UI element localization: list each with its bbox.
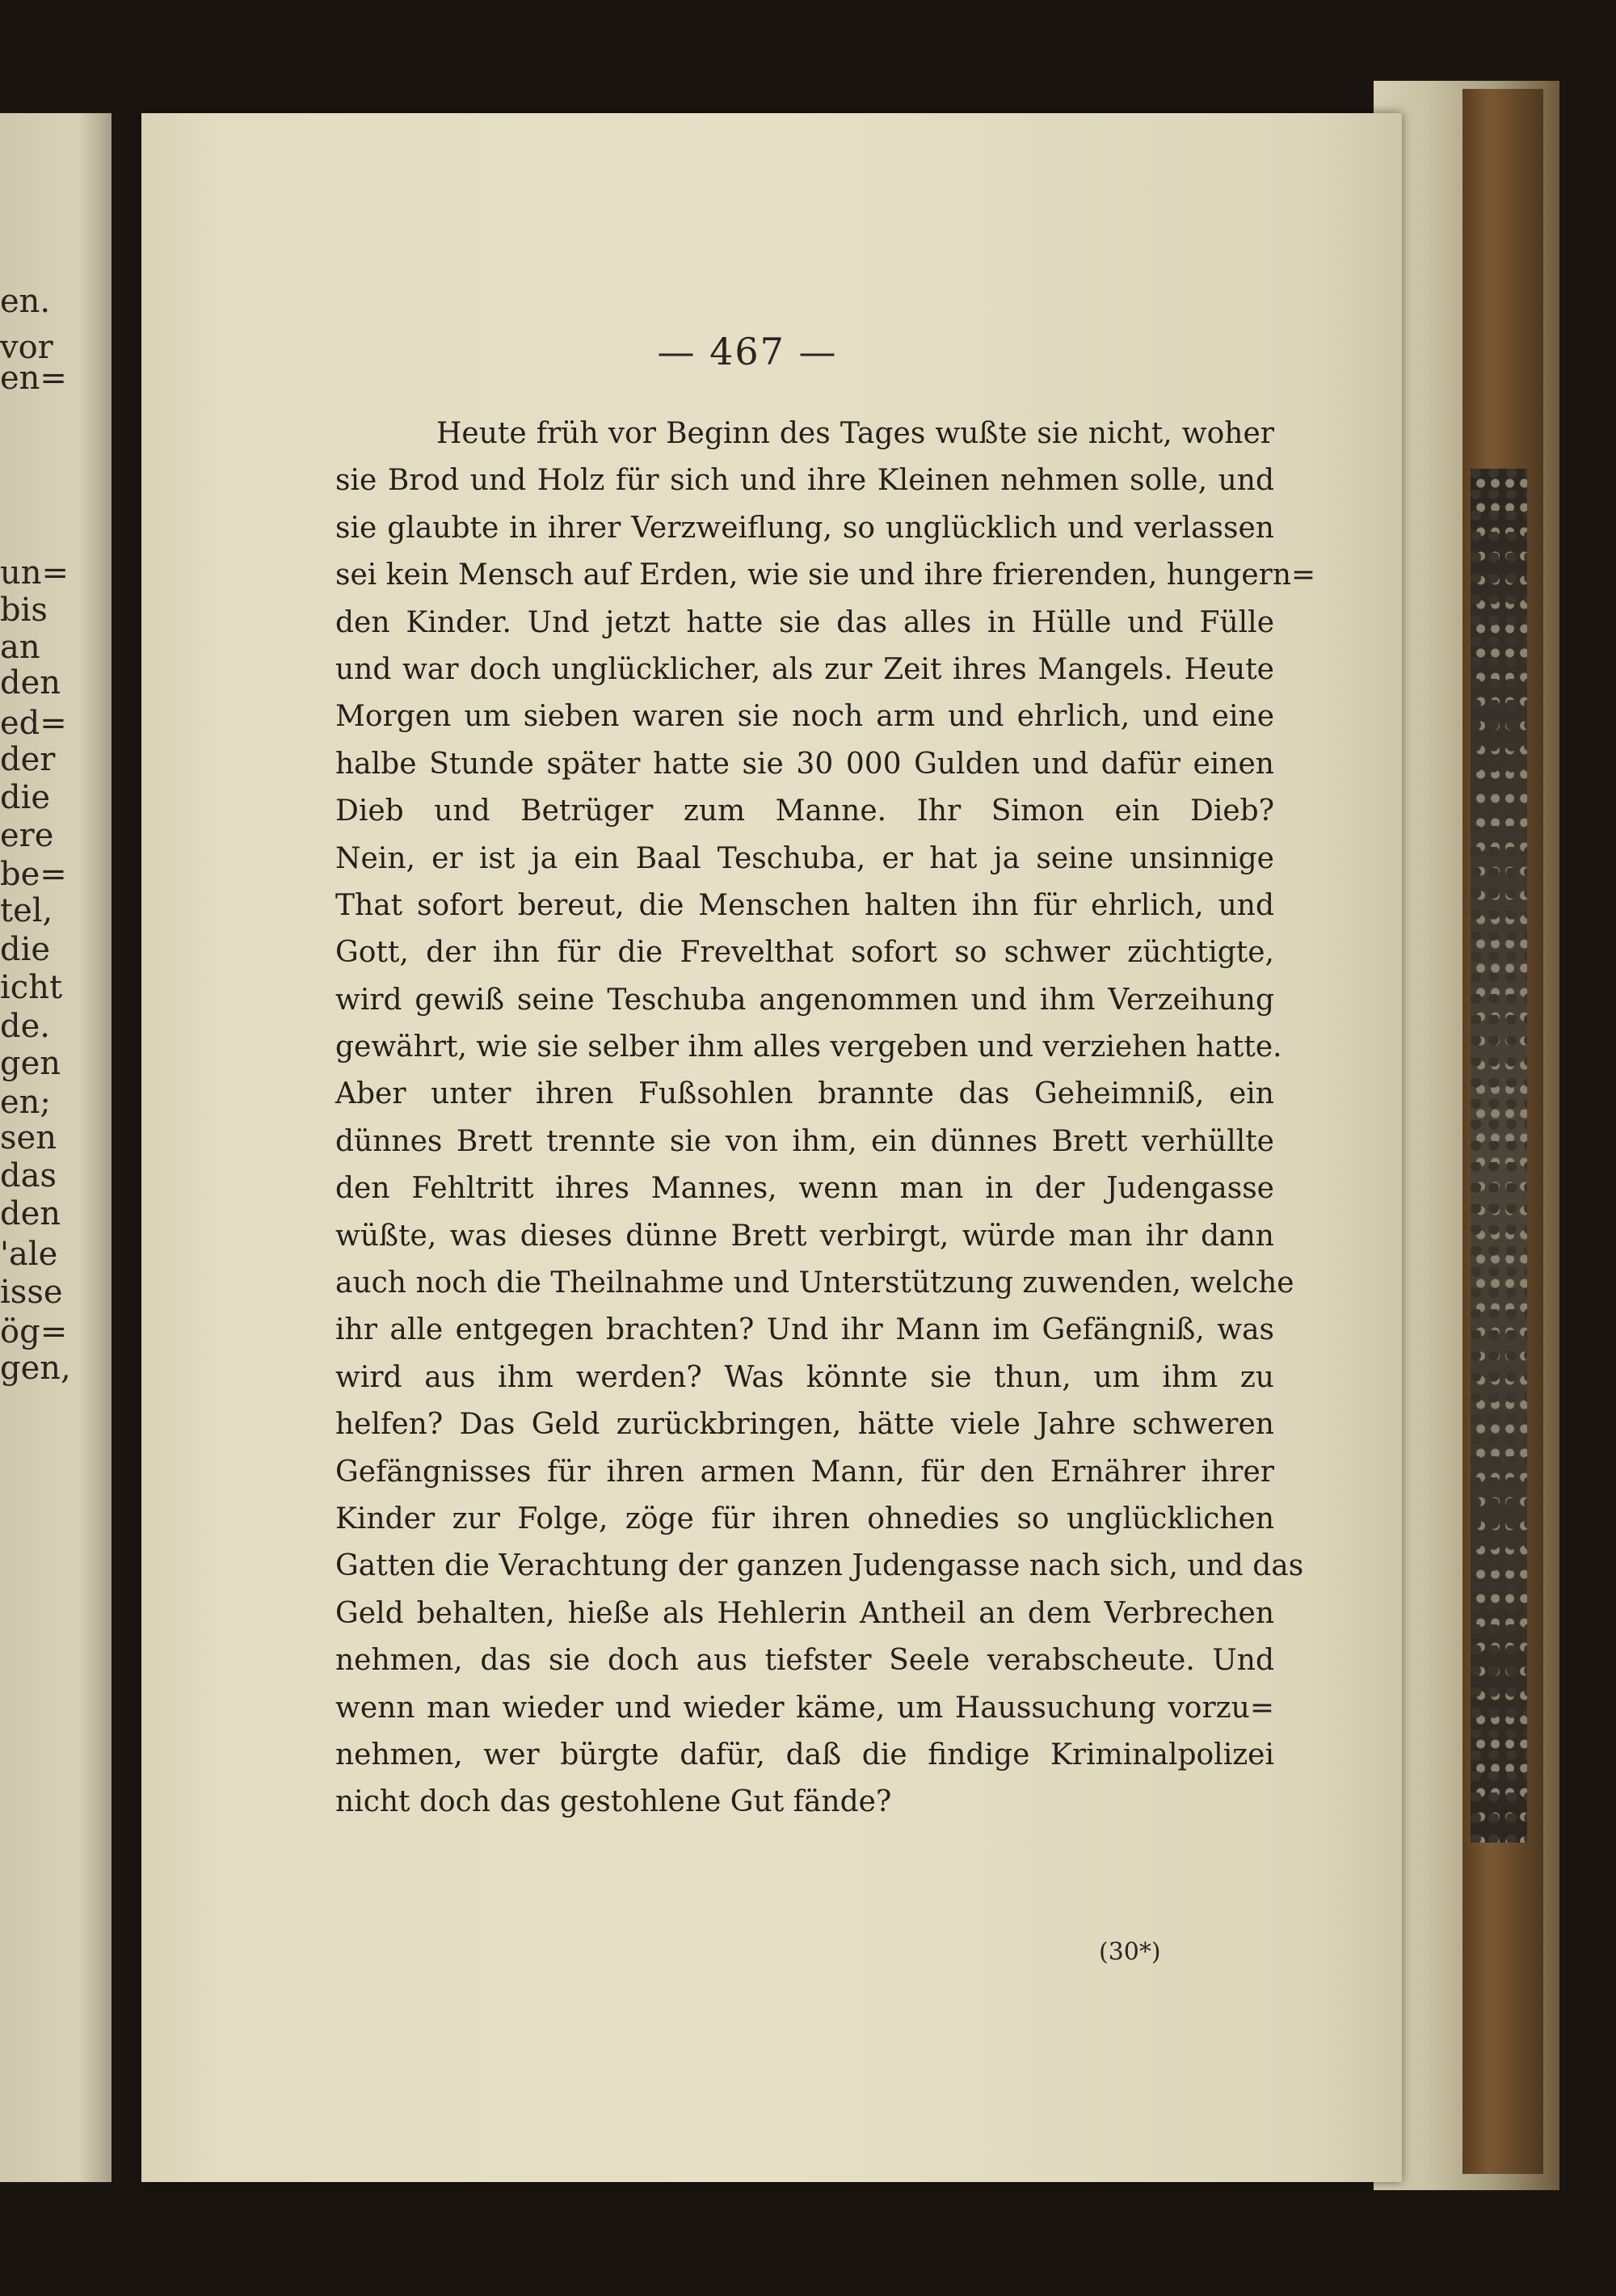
text-line: Heute früh vor Beginn des Tages wußte sie nicht, woher (436, 417, 1274, 450)
facing-page-fragment: icht (0, 969, 63, 1006)
facing-page-fragment: 'ale (0, 1236, 58, 1273)
text-line: Dieb und Betrüger zum Manne. Ihr Simon ein Dieb? (335, 794, 1274, 828)
facing-page-fragment: das (0, 1157, 57, 1194)
facing-page-fragment: den (0, 664, 61, 701)
facing-page-fragment: gen (0, 1045, 61, 1082)
facing-page-fragment: en. (0, 283, 51, 320)
facing-page-fragment: sen (0, 1119, 57, 1156)
text-line: nicht doch das gestohlene Gut fände? (335, 1785, 892, 1819)
facing-page (0, 113, 112, 2182)
book-page (141, 113, 1402, 2182)
facing-page-fragment: die (0, 779, 51, 816)
text-line: den Fehltritt ihres Mannes, wenn man in der Judengasse (335, 1172, 1274, 1206)
text-line: Geld behalten, hieße als Hehlerin Antheil an dem Verbrechen (335, 1596, 1274, 1630)
facing-page-fragment: den (0, 1195, 61, 1232)
text-line: nehmen, wer bürgte dafür, daß die findige Kriminalpolizei (335, 1738, 1274, 1772)
text-line: wüßte, was dieses dünne Brett verbirgt, würde man ihr dann (335, 1219, 1274, 1253)
facing-page-fragment: vor (0, 329, 53, 366)
text-line: sie Brod und Holz für sich und ihre Kleinen nehmen solle, und (335, 464, 1274, 498)
marbled-endpaper (1471, 469, 1527, 1843)
text-line: Gott, der ihn für die Frevelthat sofort so schwer züchtigte, (335, 936, 1274, 970)
text-line: wird aus ihm werden? Was könnte sie thun, um ihm zu (335, 1360, 1274, 1394)
text-line: wenn man wieder und wieder käme, um Haussuchung vorzu= (335, 1691, 1274, 1725)
facing-page-fragment: ed= (0, 705, 67, 742)
facing-page-fragment: isse (0, 1274, 63, 1311)
text-line: dünnes Brett trennte sie von ihm, ein dünnes Brett verhüllte (335, 1124, 1274, 1158)
text-line: auch noch die Theilnahme und Unterstützung zuwenden, welche (335, 1266, 1294, 1300)
facing-page-fragment: be= (0, 856, 67, 893)
text-line: sei kein Mensch auf Erden, wie sie und ihre frierenden, hungern= (335, 558, 1316, 592)
page-number: — 467 — (657, 330, 838, 373)
text-line: Nein, er ist ja ein Baal Teschuba, er hat ja seine unsinnige (335, 841, 1274, 875)
text-line: Gatten die Verachtung der ganzen Judengasse nach sich, und das (335, 1549, 1304, 1583)
facing-page-fragment: en= (0, 360, 67, 397)
body-text (335, 411, 1316, 1826)
facing-page-fragment: tel, (0, 892, 53, 929)
text-line: nehmen, das sie doch aus tiefster Seele verabscheute. Und (335, 1644, 1274, 1678)
facing-page-fragment: an (0, 629, 40, 666)
text-line: wird gewiß seine Teschuba angenommen und ihm Verzeihung (335, 983, 1274, 1017)
text-line: Kinder zur Folge, zöge für ihren ohnedies so unglücklichen (335, 1502, 1274, 1536)
signature-mark: (30*) (1099, 1938, 1161, 1966)
text-line: Aber unter ihren Fußsohlen brannte das Geheimniß, ein (335, 1077, 1274, 1111)
text-line: Gefängnisses für ihren armen Mann, für den Ernährer ihrer (335, 1455, 1274, 1489)
text-line: gewährt, wie sie selber ihm alles vergeben und verziehen hatte. (335, 1030, 1282, 1064)
facing-page-fragment: un= (0, 554, 69, 592)
facing-page-fragment: ög= (0, 1313, 68, 1350)
facing-page-fragment: die (0, 931, 51, 968)
text-line: und war doch unglücklicher, als zur Zeit ihres Mangels. Heute (335, 652, 1274, 686)
facing-page-fragment: der (0, 741, 56, 778)
text-line: ihr alle entgegen brachten? Und ihr Mann im Gefängniß, was (335, 1313, 1274, 1347)
text-line: sie glaubte in ihrer Verzweiflung, so unglücklich und verlassen (335, 511, 1274, 545)
facing-page-fragment: de. (0, 1008, 50, 1045)
facing-page-fragment: gen, (0, 1350, 71, 1387)
text-line: That sofort bereut, die Menschen halten ihn für ehrlich, und (335, 888, 1274, 922)
facing-page-fragment: ere (0, 817, 54, 854)
facing-page-fragment: bis (0, 592, 48, 629)
facing-page-fragment: en; (0, 1084, 51, 1121)
text-line: Morgen um sieben waren sie noch arm und ehrlich, und eine (335, 700, 1274, 734)
text-line: den Kinder. Und jetzt hatte sie das alles in Hülle und Fülle (335, 605, 1274, 639)
text-line: helfen? Das Geld zurückbringen, hätte viele Jahre schweren (335, 1408, 1274, 1442)
text-line: halbe Stunde später hatte sie 30 000 Gulden und dafür einen (335, 747, 1274, 781)
